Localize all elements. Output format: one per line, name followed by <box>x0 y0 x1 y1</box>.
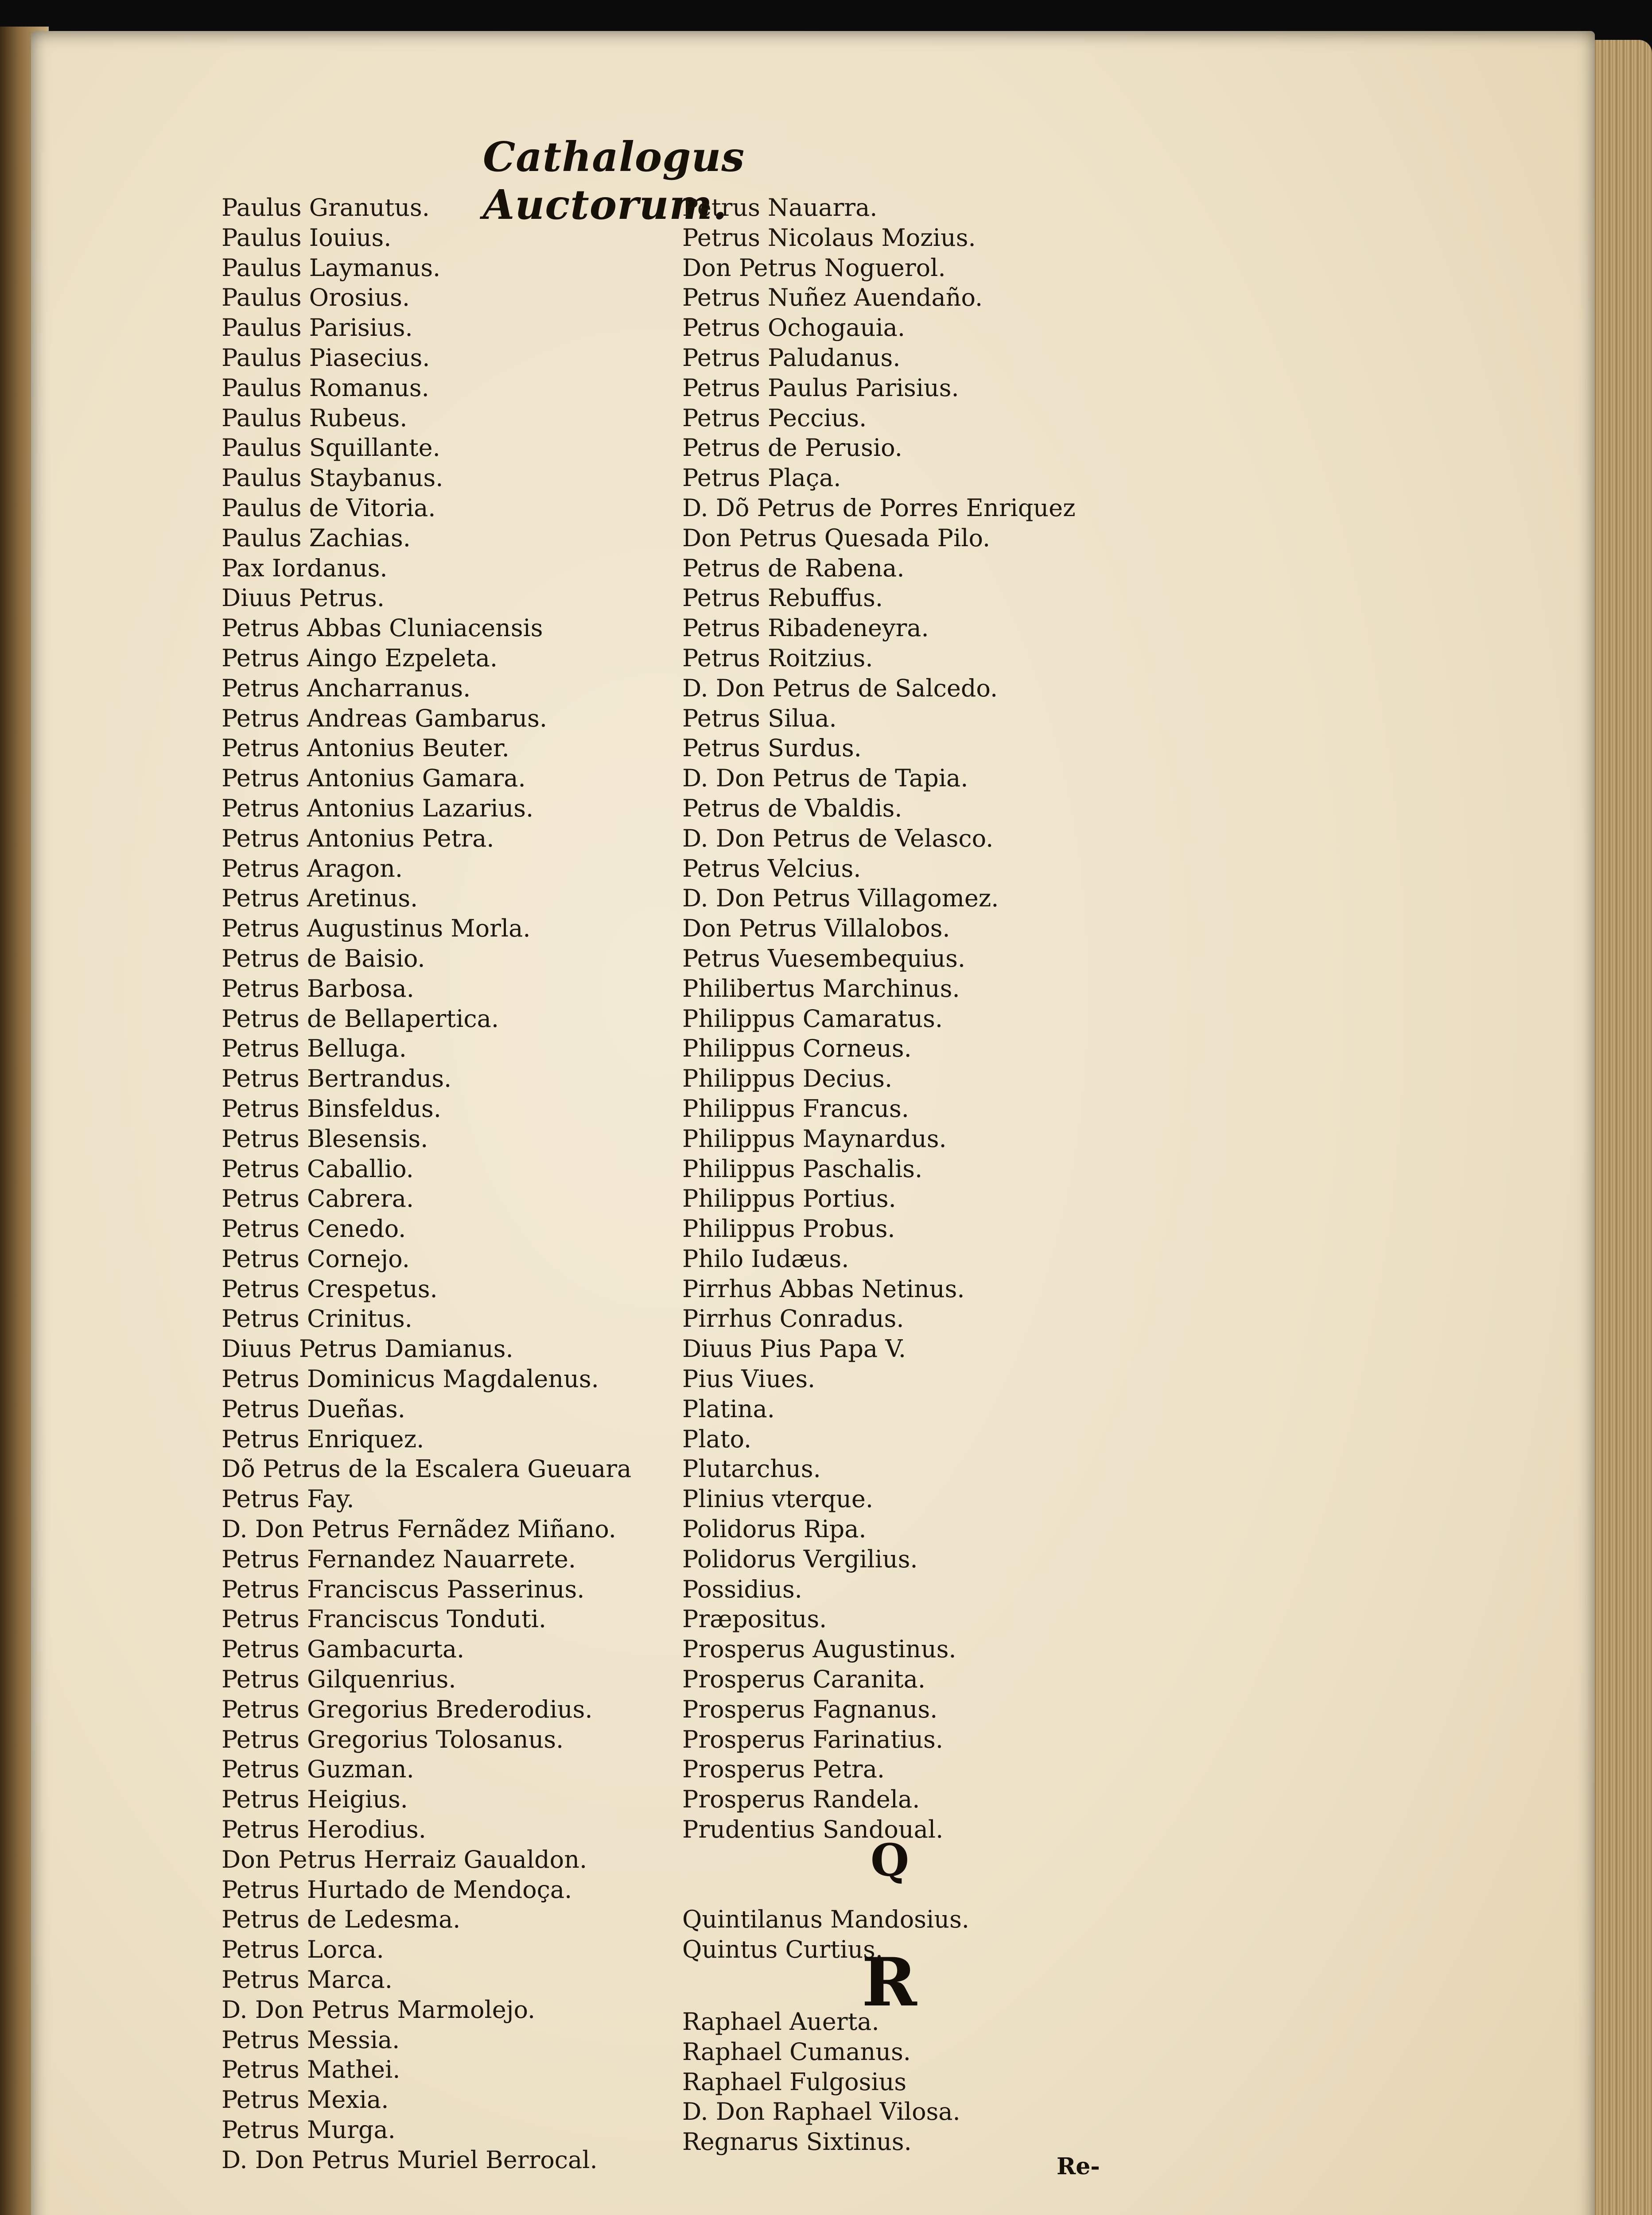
author-entry: Petrus Gregorius Tolosanus. <box>222 1725 564 1753</box>
author-entry: Petrus Rebuffus. <box>682 584 883 612</box>
author-entry: Petrus Plaça. <box>682 464 841 492</box>
author-entry: Paulus Romanus. <box>222 373 429 402</box>
author-entry: Paulus Rubeus. <box>222 404 408 432</box>
author-entry: Prosperus Randela. <box>682 1785 920 1814</box>
left-column <box>222 193 687 2175</box>
author-entry: Petrus Franciscus Passerinus. <box>222 1575 585 1603</box>
author-entry: Philippus Paschalis. <box>682 1154 923 1183</box>
author-entry: Petrus Mathei. <box>222 2056 400 2084</box>
author-entry: Paulus Squillante. <box>222 434 440 462</box>
author-entry: Prosperus Fagnanus. <box>682 1695 938 1723</box>
author-entry: Petrus Augustinus Morla. <box>222 914 531 943</box>
author-entry: Petrus Nauarra. <box>682 194 878 222</box>
author-entry: Philibertus Marchinus. <box>682 974 960 1003</box>
author-entry: D. Don Petrus de Salcedo. <box>682 674 998 702</box>
author-entry: Petrus Binsfeldus. <box>222 1094 441 1123</box>
author-entry: Petrus Caballio. <box>222 1154 414 1183</box>
author-entry: Petrus Fernandez Nauarrete. <box>222 1545 576 1573</box>
author-entry: Philippus Probus. <box>682 1215 895 1243</box>
author-entry: Paulus Zachias. <box>222 524 411 552</box>
author-entry: Possidius. <box>682 1575 802 1603</box>
author-entry: Dõ Petrus de la Escalera Gueuara <box>222 1455 632 1483</box>
author-entry: Petrus de Rabena. <box>682 554 905 582</box>
author-entry: D. Dõ Petrus de Porres Enriquez <box>682 494 1076 522</box>
author-entry: Diuus Petrus Damianus. <box>222 1335 513 1363</box>
author-entry: Pirrhus Conradus. <box>682 1305 904 1333</box>
author-entry: Petrus Dominicus Magdalenus. <box>222 1365 599 1393</box>
author-entry: Petrus Aingo Ezpeleta. <box>222 644 498 672</box>
author-entry: Petrus Mexia. <box>222 2086 389 2114</box>
author-entry: Paulus Orosius. <box>222 284 410 312</box>
author-entry: D. Don Raphael Vilosa. <box>682 2098 960 2126</box>
author-entry: Petrus Paludanus. <box>682 343 901 372</box>
author-entry: Philippus Maynardus. <box>682 1124 947 1153</box>
author-entry: Pax Iordanus. <box>222 554 388 582</box>
author-entry: Petrus Cabrera. <box>222 1185 414 1213</box>
author-entry: Petrus Paulus Parisius. <box>682 373 959 402</box>
author-entry: Petrus Surdus. <box>682 734 862 762</box>
author-entry: Petrus Belluga. <box>222 1034 407 1063</box>
author-entry: Paulus Laymanus. <box>222 253 441 282</box>
author-entry: Petrus Antonius Gamara. <box>222 764 526 793</box>
section-letter-r: R <box>862 1943 917 2021</box>
author-entry: Petrus Aretinus. <box>222 884 418 913</box>
section-letter-q: Q <box>871 1834 910 1886</box>
author-entry: Præpositus. <box>682 1605 827 1633</box>
author-entry: Petrus Ochogauia. <box>682 314 906 342</box>
author-entry: Petrus Fay. <box>222 1485 354 1513</box>
author-entry: Paulus de Vitoria. <box>222 494 436 522</box>
author-entry: Raphael Cumanus. <box>682 2037 911 2066</box>
author-entry: Prudentius Sandoual. <box>682 1815 944 1844</box>
author-entry: D. Don Petrus Villagomez. <box>682 884 999 913</box>
author-entry: Pirrhus Abbas Netinus. <box>682 1275 965 1303</box>
author-entry: Paulus Granutus. <box>222 194 430 222</box>
author-entry: Petrus Antonius Petra. <box>222 824 494 852</box>
author-entry: Pius Viues. <box>682 1365 816 1393</box>
author-entry: Petrus Andreas Gambarus. <box>222 704 547 732</box>
author-entry: Plutarchus. <box>682 1455 821 1483</box>
author-entry: Plato. <box>682 1425 752 1453</box>
author-entry: Petrus Antonius Beuter. <box>222 734 509 762</box>
author-entry: Polidorus Vergilius. <box>682 1545 918 1573</box>
author-entry: Petrus Roitzius. <box>682 644 873 672</box>
author-entry: Quintilanus Mandosius. <box>682 1905 969 1934</box>
author-entry: Polidorus Ripa. <box>682 1515 867 1543</box>
author-entry: Petrus Franciscus Tonduti. <box>222 1605 547 1633</box>
author-entry: Petrus Messia. <box>222 2025 400 2054</box>
author-entry: Petrus de Vbaldis. <box>682 794 902 822</box>
author-entry: Don Petrus Herraiz Gaualdon. <box>222 1845 587 1873</box>
author-entry: Petrus Herodius. <box>222 1815 426 1844</box>
author-entry: Petrus Heigius. <box>222 1785 408 1814</box>
author-entry: D. Don Petrus Muriel Berrocal. <box>222 2145 598 2174</box>
author-entry: Prosperus Augustinus. <box>682 1635 956 1663</box>
author-entry: Paulus Staybanus. <box>222 464 443 492</box>
author-entry: Petrus Hurtado de Mendoça. <box>222 1875 572 1904</box>
author-entry: Philo Iudæus. <box>682 1244 849 1273</box>
author-entry: Petrus Silua. <box>682 704 837 732</box>
author-entry: Petrus Peccius. <box>682 404 867 432</box>
author-entry: Petrus Gilquenrius. <box>222 1665 456 1694</box>
author-entry: Petrus Dueñas. <box>222 1395 405 1423</box>
author-entry: Petrus Antonius Lazarius. <box>222 794 534 822</box>
author-entry: Diuus Petrus. <box>222 584 385 612</box>
catchword: Re- <box>1057 2153 1100 2180</box>
author-entry: D. Don Petrus Fernãdez Miñano. <box>222 1515 616 1543</box>
author-entry: Don Petrus Villalobos. <box>682 914 950 943</box>
author-entry: Plinius vterque. <box>682 1485 874 1513</box>
author-entry: Petrus Bertrandus. <box>222 1065 452 1093</box>
author-entry: Petrus Blesensis. <box>222 1124 428 1153</box>
author-entry: Petrus Nicolaus Mozius. <box>682 223 976 252</box>
author-entry: Philippus Francus. <box>682 1094 909 1123</box>
author-entry: Petrus Vuesembequius. <box>682 944 965 972</box>
author-entry: Philippus Decius. <box>682 1065 893 1093</box>
page-stack-edge <box>1590 40 1652 2215</box>
author-entry: Petrus Cenedo. <box>222 1215 406 1243</box>
author-entry: Philippus Camaratus. <box>682 1004 943 1033</box>
author-entry: Paulus Parisius. <box>222 314 413 342</box>
author-entry: Raphael Auerta. <box>682 2007 879 2036</box>
author-entry: Platina. <box>682 1395 775 1423</box>
author-entry: Philippus Portius. <box>682 1185 896 1213</box>
author-entry: Petrus Cornejo. <box>222 1244 410 1273</box>
running-head: Cathalogus Auctorum. <box>483 133 745 229</box>
author-entry: D. Don Petrus de Velasco. <box>682 824 994 852</box>
author-entry: Petrus Marca. <box>222 1966 393 1994</box>
author-entry: Petrus Gregorius Brederodius. <box>222 1695 593 1723</box>
author-entry: Diuus Pius Papa V. <box>682 1335 906 1363</box>
author-entry: Raphael Fulgosius <box>682 2067 907 2096</box>
author-entry: Paulus Piasecius. <box>222 343 430 372</box>
author-entry: Petrus Velcius. <box>682 854 861 882</box>
author-entry: D. Don Petrus Marmolejo. <box>222 1995 536 2024</box>
author-entry: Quintus Curtius. <box>682 1935 883 1964</box>
author-entry: Petrus Crinitus. <box>222 1305 412 1333</box>
author-entry: Petrus Ancharranus. <box>222 674 471 702</box>
author-entry: Petrus de Bellapertica. <box>222 1004 499 1033</box>
author-entry: Petrus Nuñez Auendaño. <box>682 284 983 312</box>
author-entry: Prosperus Petra. <box>682 1755 885 1784</box>
author-entry: Petrus Crespetus. <box>222 1275 438 1303</box>
author-entry: Petrus Murga. <box>222 2116 396 2144</box>
author-entry: Petrus Barbosa. <box>222 974 414 1003</box>
author-entry: D. Don Petrus de Tapia. <box>682 764 968 793</box>
author-entry: Petrus de Ledesma. <box>222 1905 461 1934</box>
author-entry: Petrus Guzman. <box>222 1755 414 1784</box>
author-entry: Regnarus Sixtinus. <box>682 2128 912 2156</box>
author-entry: Don Petrus Quesada Pilo. <box>682 524 991 552</box>
author-entry: Petrus Lorca. <box>222 1935 384 1964</box>
author-entry: Petrus Gambacurta. <box>222 1635 465 1663</box>
author-entry: Don Petrus Noguerol. <box>682 253 946 282</box>
author-entry: Petrus de Baisio. <box>222 944 425 972</box>
author-entry: Prosperus Caranita. <box>682 1665 925 1694</box>
author-entry: Philippus Corneus. <box>682 1034 912 1063</box>
author-entry: Petrus de Perusio. <box>682 434 902 462</box>
author-entry: Prosperus Farinatius. <box>682 1725 944 1753</box>
author-entry: Paulus Iouius. <box>222 223 392 252</box>
author-entry: Petrus Aragon. <box>222 854 403 882</box>
author-entry: Petrus Ribadeneyra. <box>682 614 929 642</box>
author-entry: Petrus Enriquez. <box>222 1425 424 1453</box>
author-entry: Petrus Abbas Cluniacensis <box>222 614 543 642</box>
